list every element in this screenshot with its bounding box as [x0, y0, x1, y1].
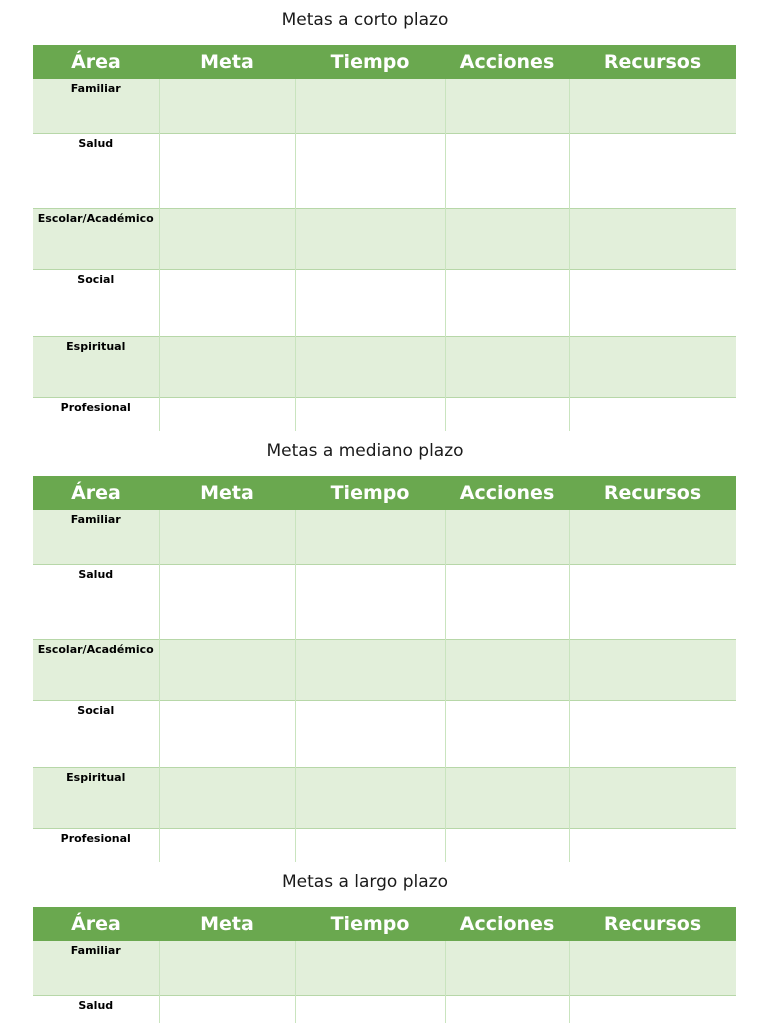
- header-meta: Meta: [159, 907, 295, 941]
- header-recursos: Recursos: [569, 907, 736, 941]
- cell-tiempo[interactable]: [295, 510, 445, 564]
- header-tiempo: Tiempo: [295, 45, 445, 79]
- table-header-row: [33, 907, 736, 941]
- cell-acciones[interactable]: [445, 208, 569, 269]
- area-label-profesional: Profesional: [33, 828, 159, 862]
- cell-acciones[interactable]: [445, 828, 569, 862]
- section-title-medium-term: Metas a mediano plazo: [266, 441, 464, 461]
- cell-acciones[interactable]: [445, 397, 569, 431]
- cell-tiempo[interactable]: [295, 564, 445, 639]
- table-row: [33, 208, 736, 269]
- header-tiempo: Tiempo: [295, 907, 445, 941]
- area-label-social: Social: [33, 700, 159, 767]
- header-meta: Meta: [159, 476, 295, 510]
- cell-recursos[interactable]: [569, 700, 736, 767]
- area-label-familiar: Familiar: [33, 79, 159, 133]
- area-label-social: Social: [33, 269, 159, 336]
- cell-recursos[interactable]: [569, 510, 736, 564]
- cell-recursos[interactable]: [569, 336, 736, 397]
- cell-recursos[interactable]: [569, 269, 736, 336]
- header-recursos: Recursos: [569, 476, 736, 510]
- cell-tiempo[interactable]: [295, 828, 445, 862]
- area-label-escolar-academico: Escolar/Académico: [33, 208, 159, 269]
- cell-recursos[interactable]: [569, 79, 736, 133]
- area-label-familiar: Familiar: [33, 510, 159, 564]
- cell-recursos[interactable]: [569, 564, 736, 639]
- goals-table-long-term: [33, 907, 736, 1023]
- cell-meta[interactable]: [159, 564, 295, 639]
- table-row: [33, 564, 736, 639]
- header-area: Área: [33, 476, 159, 510]
- table-row: [33, 397, 736, 431]
- cell-acciones[interactable]: [445, 269, 569, 336]
- header-meta: Meta: [159, 45, 295, 79]
- cell-meta[interactable]: [159, 639, 295, 700]
- cell-meta[interactable]: [159, 79, 295, 133]
- cell-recursos[interactable]: [569, 941, 736, 995]
- area-label-salud: Salud: [33, 995, 159, 1023]
- area-label-familiar: Familiar: [33, 941, 159, 995]
- cell-meta[interactable]: [159, 941, 295, 995]
- area-label-espiritual: Espiritual: [33, 767, 159, 828]
- cell-recursos[interactable]: [569, 995, 736, 1023]
- table-row: [33, 133, 736, 208]
- cell-tiempo[interactable]: [295, 639, 445, 700]
- table-row: [33, 510, 736, 564]
- header-acciones: Acciones: [445, 45, 569, 79]
- section-title-short-term: Metas a corto plazo: [281, 10, 449, 30]
- cell-meta[interactable]: [159, 510, 295, 564]
- cell-tiempo[interactable]: [295, 995, 445, 1023]
- header-acciones: Acciones: [445, 476, 569, 510]
- table-row: [33, 269, 736, 336]
- cell-recursos[interactable]: [569, 397, 736, 431]
- cell-tiempo[interactable]: [295, 767, 445, 828]
- cell-tiempo[interactable]: [295, 700, 445, 767]
- cell-meta[interactable]: [159, 133, 295, 208]
- cell-meta[interactable]: [159, 700, 295, 767]
- cell-meta[interactable]: [159, 995, 295, 1023]
- area-label-salud: Salud: [33, 564, 159, 639]
- header-acciones: Acciones: [445, 907, 569, 941]
- area-label-espiritual: Espiritual: [33, 336, 159, 397]
- cell-acciones[interactable]: [445, 767, 569, 828]
- cell-meta[interactable]: [159, 208, 295, 269]
- header-tiempo: Tiempo: [295, 476, 445, 510]
- cell-acciones[interactable]: [445, 700, 569, 767]
- table-row: [33, 767, 736, 828]
- cell-meta[interactable]: [159, 336, 295, 397]
- cell-tiempo[interactable]: [295, 79, 445, 133]
- cell-tiempo[interactable]: [295, 941, 445, 995]
- cell-recursos[interactable]: [569, 639, 736, 700]
- table-row: [33, 941, 736, 995]
- table-row: [33, 828, 736, 862]
- goals-table-medium-term: [33, 476, 736, 862]
- cell-recursos[interactable]: [569, 828, 736, 862]
- cell-recursos[interactable]: [569, 133, 736, 208]
- goals-table-short-term: [33, 45, 736, 431]
- area-label-salud: Salud: [33, 133, 159, 208]
- table-row: [33, 700, 736, 767]
- cell-tiempo[interactable]: [295, 269, 445, 336]
- cell-acciones[interactable]: [445, 510, 569, 564]
- table-row: [33, 336, 736, 397]
- table-row: [33, 79, 736, 133]
- table-row: [33, 995, 736, 1023]
- section-title-long-term: Metas a largo plazo: [282, 872, 448, 892]
- cell-meta[interactable]: [159, 828, 295, 862]
- cell-acciones[interactable]: [445, 639, 569, 700]
- cell-meta[interactable]: [159, 397, 295, 431]
- cell-acciones[interactable]: [445, 336, 569, 397]
- cell-tiempo[interactable]: [295, 208, 445, 269]
- cell-meta[interactable]: [159, 269, 295, 336]
- cell-acciones[interactable]: [445, 564, 569, 639]
- table-header-row: [33, 45, 736, 79]
- table-header-row: [33, 476, 736, 510]
- cell-tiempo[interactable]: [295, 397, 445, 431]
- cell-recursos[interactable]: [569, 767, 736, 828]
- cell-acciones[interactable]: [445, 79, 569, 133]
- header-recursos: Recursos: [569, 45, 736, 79]
- cell-acciones[interactable]: [445, 995, 569, 1023]
- cell-tiempo[interactable]: [295, 336, 445, 397]
- table-row: [33, 639, 736, 700]
- cell-acciones[interactable]: [445, 133, 569, 208]
- cell-recursos[interactable]: [569, 208, 736, 269]
- header-area: Área: [33, 907, 159, 941]
- cell-acciones[interactable]: [445, 941, 569, 995]
- cell-meta[interactable]: [159, 767, 295, 828]
- cell-tiempo[interactable]: [295, 133, 445, 208]
- area-label-escolar-academico: Escolar/Académico: [33, 639, 159, 700]
- area-label-profesional: Profesional: [33, 397, 159, 431]
- header-area: Área: [33, 45, 159, 79]
